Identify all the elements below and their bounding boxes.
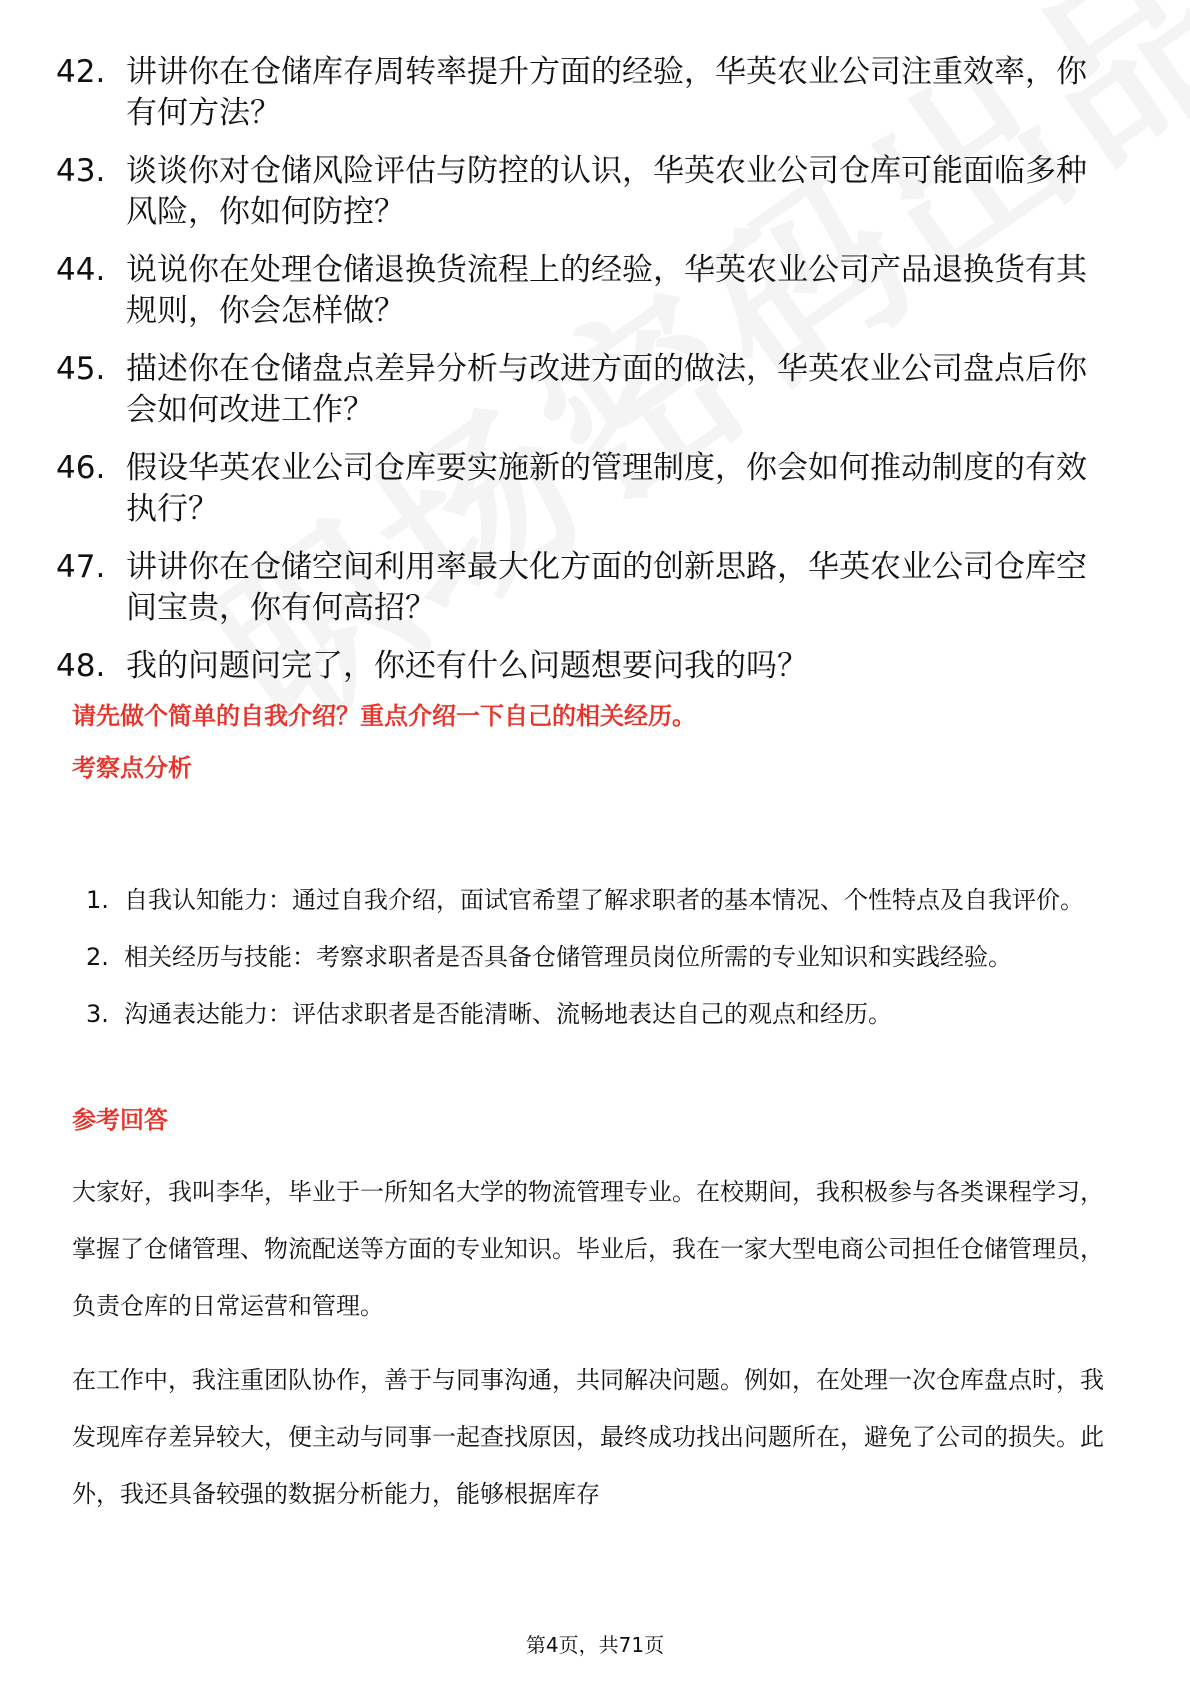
analysis-text: 自我认知能力：通过自我介绍，面试官希望了解求职者的基本情况、个性特点及自我评价。 (124, 886, 1084, 914)
section-question-heading: 请先做个简单的自我介绍？重点介绍一下自己的相关经历。 (72, 702, 696, 730)
analysis-text: 相关经历与技能：考察求职者是否具备仓储管理员岗位所需的专业知识和实践经验。 (124, 943, 1012, 971)
question-text: 我的问题问完了，你还有什么问题想要问我的吗？ (126, 648, 808, 684)
page-footer: 第4页，共71页 (525, 1633, 665, 1657)
analysis-text: 沟通表达能力：评估求职者是否能清晰、流畅地表达自己的观点和经历。 (124, 1000, 892, 1028)
question-item (56, 349, 1116, 431)
question-item (56, 250, 1116, 332)
answer-paragraph: 在工作中，我注重团队协作，善于与同事沟通，共同解决问题。例如，在处理一次仓库盘点时，我发现库存差异较大，便主动与同事一起查找原因，最终成功找出问题所在，避免了公司的损失。此外，我还具备较强的数据分析能力，能够根据库存 (72, 1366, 1104, 1508)
question-list (56, 52, 1116, 704)
question-item (56, 646, 1116, 687)
question-text: 讲讲你在仓储库存周转率提升方面的经验，华英农业公司注重效率，你有何方法？ (126, 54, 1087, 131)
analysis-number: 1. (86, 886, 109, 914)
question-item (56, 151, 1116, 233)
analysis-list (86, 872, 1116, 1043)
analysis-heading: 考察点分析 (72, 754, 192, 782)
answer-paragraph: 大家好，我叫李华，毕业于一所知名大学的物流管理专业。在校期间，我积极参与各类课程学习，掌握了仓储管理、物流配送等方面的专业知识。毕业后，我在一家大型电商公司担任仓储管理员，负责仓库的日常运营和管理。 (72, 1178, 1104, 1320)
question-text: 假设华英农业公司仓库要实施新的管理制度，你会如何推动制度的有效执行？ (126, 450, 1087, 527)
question-number: 46. (56, 450, 106, 486)
question-number: 43. (56, 153, 106, 189)
question-item (56, 448, 1116, 530)
analysis-item (86, 872, 1116, 929)
question-number: 42. (56, 54, 106, 90)
question-number: 47. (56, 549, 106, 585)
analysis-number: 3. (86, 1000, 109, 1028)
answer-heading: 参考回答 (72, 1106, 168, 1134)
question-number: 45. (56, 351, 106, 387)
question-item (56, 547, 1116, 629)
analysis-number: 2. (86, 943, 109, 971)
question-text: 描述你在仓储盘点差异分析与改进方面的做法，华英农业公司盘点后你会如何改进工作？ (126, 351, 1087, 428)
question-text: 谈谈你对仓储风险评估与防控的认识，华英农业公司仓库可能面临多种风险，你如何防控？ (126, 153, 1087, 230)
question-number: 44. (56, 252, 106, 288)
question-text: 说说你在处理仓储退换货流程上的经验，华英农业公司产品退换货有其规则，你会怎样做？ (126, 252, 1087, 329)
question-text: 讲讲你在仓储空间利用率最大化方面的创新思路，华英农业公司仓库空间宝贵，你有何高招？ (126, 549, 1087, 626)
analysis-item (86, 986, 1116, 1043)
analysis-item (86, 929, 1116, 986)
question-number: 48. (56, 648, 106, 684)
question-item (56, 52, 1116, 134)
